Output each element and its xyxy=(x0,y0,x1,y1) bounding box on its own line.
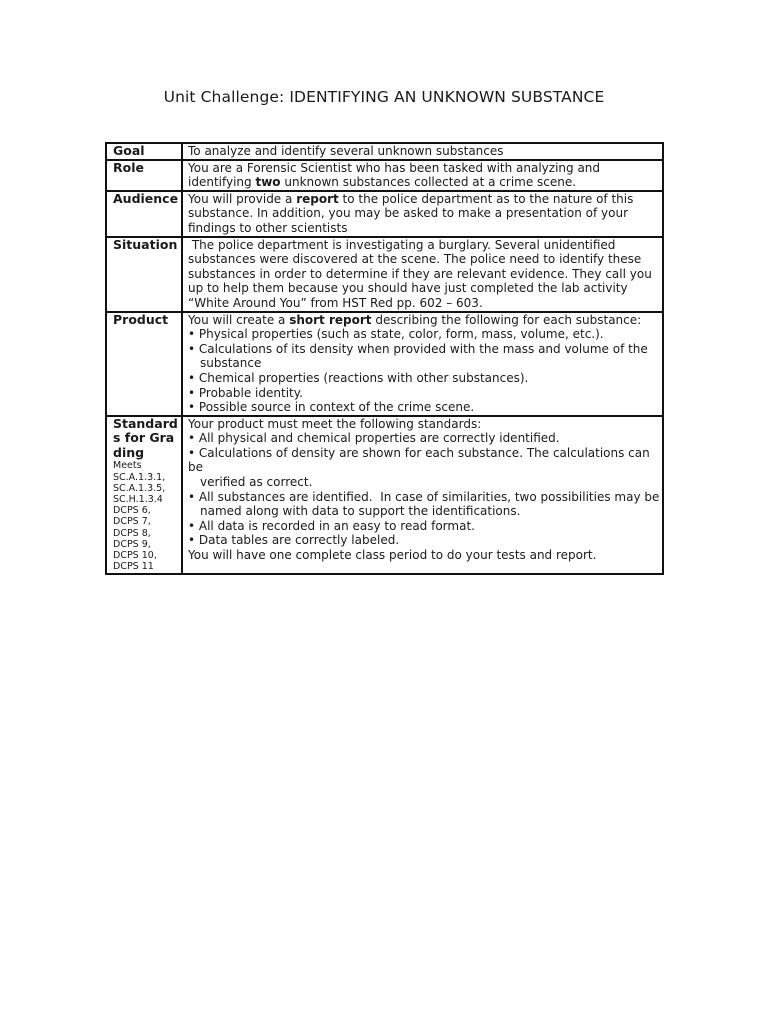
product-intro-after: describing the following for each substance: xyxy=(371,312,642,327)
row-content-situation: The police department is investigating a burglary. Several unidentified substances were discovered at the scene. The police need to identify these substances in order to determine if they are relevant evidence. They call you up to help them because you should have just completed the lab activity “White Around You” from HST Red pp. 602 – 603. xyxy=(182,237,663,312)
table-row-situation xyxy=(106,237,663,312)
table-row-standards xyxy=(106,416,663,574)
product-intro-bold: short report xyxy=(289,312,372,327)
table-row-role xyxy=(106,160,663,191)
product-bullet: • Physical properties (such as state, color, form, mass, volume, etc.). xyxy=(188,327,604,342)
audience-text-before: You will provide a xyxy=(188,191,297,206)
row-label-standards xyxy=(106,416,182,574)
meets-standard: DCPS 11 xyxy=(113,561,154,573)
row-label-product: Product xyxy=(106,312,182,416)
meets-standard: SC.H.1.3.4 xyxy=(113,494,163,506)
table-row-audience xyxy=(106,191,663,237)
product-intro-before: You will create a xyxy=(188,312,290,327)
standards-line-continuation: named along with data to support the identifications. xyxy=(200,504,521,519)
product-bullet: • Chemical properties (reactions with other substances). xyxy=(188,370,529,385)
product-bullet-continuation: substance xyxy=(200,356,262,371)
meets-standard: DCPS 8, xyxy=(113,527,151,539)
row-label-role: Role xyxy=(106,160,182,191)
standards-label-text: Standards for Grading xyxy=(113,415,178,460)
audience-text-bold: report xyxy=(296,191,339,206)
row-content-goal: To analyze and identify several unknown substances xyxy=(182,143,663,160)
meets-standard: SC.A.1.3.5, xyxy=(113,482,166,494)
standards-line: • All physical and chemical properties are correctly identified. xyxy=(188,431,560,446)
page-title: Unit Challenge: IDENTIFYING AN UNKNOWN SUBSTANCE xyxy=(163,88,605,106)
row-content-standards xyxy=(182,416,663,574)
row-label-goal: Goal xyxy=(106,143,182,160)
standards-line: Your product must meet the following standards: xyxy=(188,416,482,431)
row-label-situation: Situation xyxy=(106,237,182,312)
standards-line: • Data tables are correctly labeled. xyxy=(188,533,400,548)
row-label-audience: Audience xyxy=(106,191,182,237)
product-intro xyxy=(188,313,660,328)
standards-line-continuation: verified as correct. xyxy=(200,475,313,490)
role-text-after: unknown substances collected at a crime scene. xyxy=(280,175,577,190)
standards-line: • All data is recorded in an easy to read format. xyxy=(188,518,475,533)
row-content-product xyxy=(182,312,663,416)
product-bullet: • Calculations of its density when provided with the mass and volume of the xyxy=(188,341,648,356)
product-bullet: • Probable identity. xyxy=(188,385,303,400)
meets-standard: DCPS 9, xyxy=(113,538,151,550)
row-content-audience xyxy=(182,191,663,237)
meets-standard: SC.A.1.3.1, xyxy=(113,471,166,483)
standards-line: • Calculations of density are shown for each substance. The calculations can be xyxy=(188,445,654,475)
table-row-goal xyxy=(106,143,663,160)
product-bullet: • Possible source in context of the crime scene. xyxy=(188,400,475,415)
audience-text-after: to the police department as to the nature of this substance. In addition, you may be asked to make a presentation of your findings to other scientists xyxy=(188,191,634,235)
role-text-before: You are a Forensic Scientist who has been tasked with analyzing and identifying xyxy=(188,160,601,190)
meets-standard: DCPS 10, xyxy=(113,550,157,562)
standards-line: • All substances are identified. In case of similarities, two possibilities may be xyxy=(188,489,660,504)
standards-line: You will have one complete class period to do your tests and report. xyxy=(188,548,597,563)
meets-standard: DCPS 6, xyxy=(113,505,151,517)
meets-standard: Meets xyxy=(113,460,142,472)
meets-standard: DCPS 7, xyxy=(113,516,151,528)
role-text-bold: two xyxy=(255,175,281,190)
table-row-product xyxy=(106,312,663,416)
row-content-role xyxy=(182,160,663,191)
challenge-table xyxy=(105,142,664,575)
